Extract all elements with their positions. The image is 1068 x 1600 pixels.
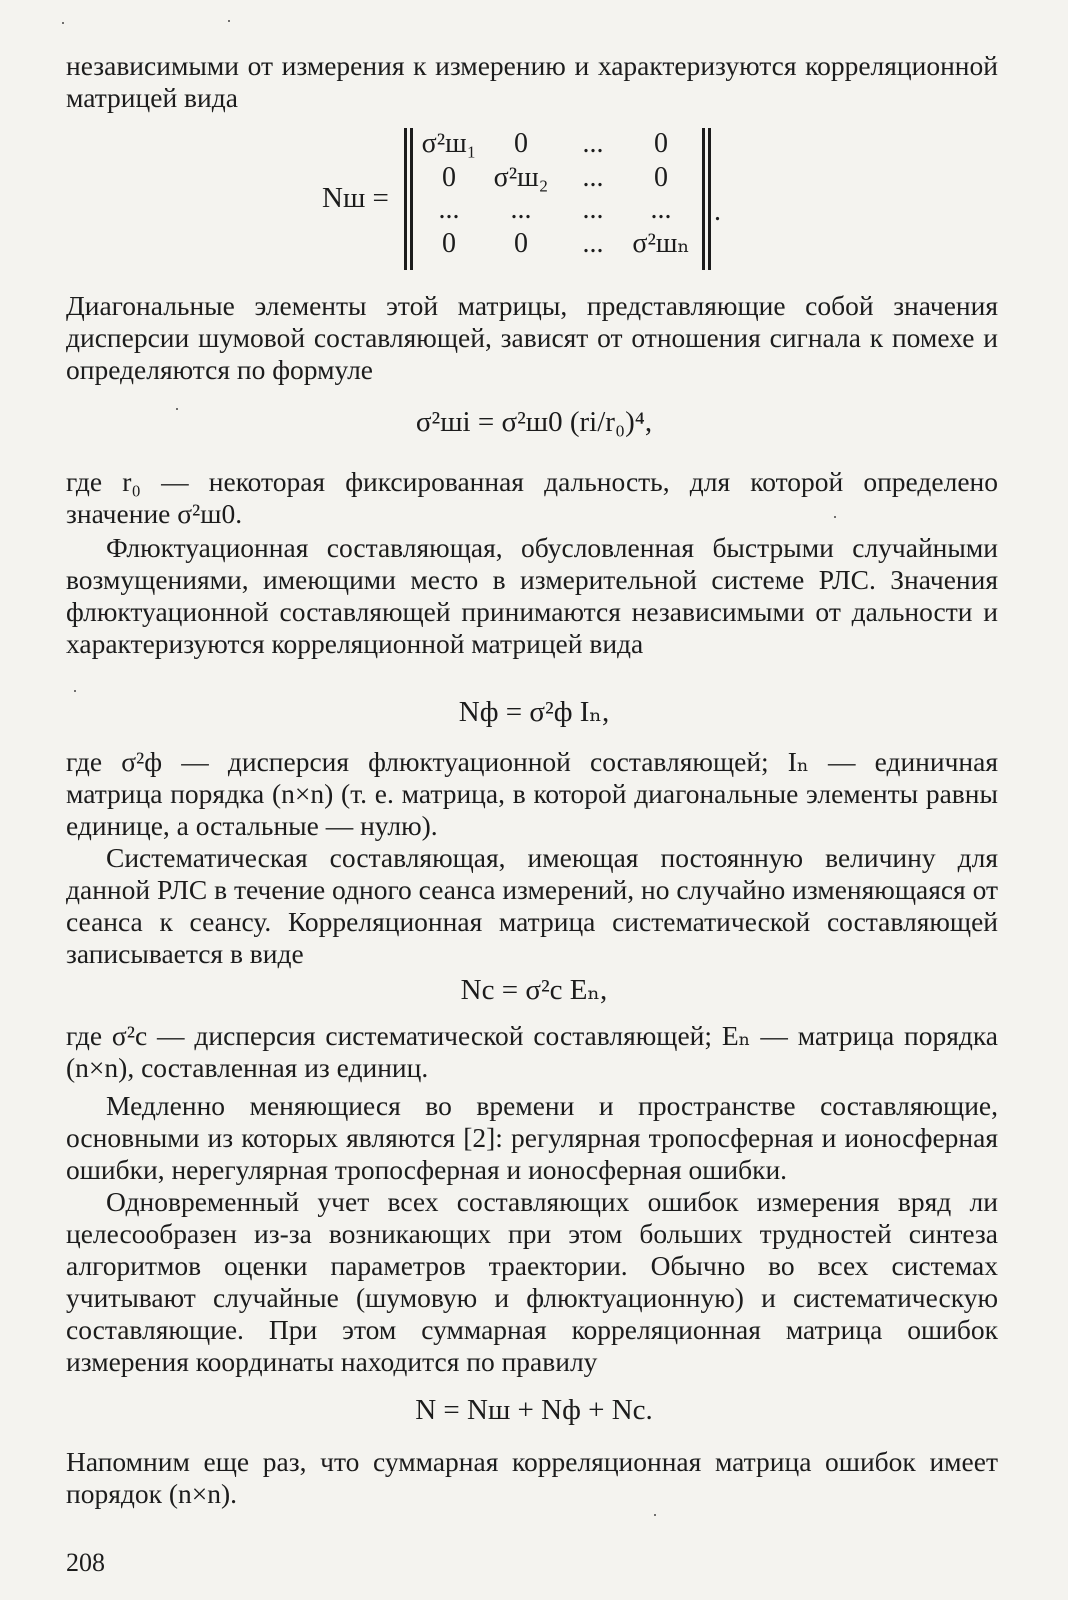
- matrix-name: Nш =: [322, 182, 389, 214]
- formula-systematic-matrix: Nс = σ²с Eₙ,: [460, 974, 608, 1006]
- scan-speck: [834, 516, 836, 518]
- matrix-cell: ...: [582, 194, 604, 225]
- scan-speck: [654, 1514, 656, 1516]
- matrix-cell: 0: [514, 228, 528, 259]
- formula-fluctuation-matrix: Nф = σ²ф Iₙ,: [458, 696, 610, 728]
- matrix-cell: 0: [442, 162, 456, 193]
- matrix-cell: ...: [582, 228, 604, 259]
- matrix-cell: 0: [442, 228, 456, 259]
- matrix-cell: 0: [654, 128, 668, 159]
- paragraph-systematic: Систематическая составляющая, имеющая постоянную величину для данной РЛС в течение одного сеанса измерений, но случайно изменяющаяся от сеанса к сеансу. Корреляционная матрица систематической составляющей записывается в виде: [66, 842, 998, 969]
- paragraph-reminder: Напомним еще раз, что суммарная корреляционная матрица ошибок имеет порядок (n×n).: [66, 1446, 998, 1509]
- matrix-left-bar: [404, 128, 407, 270]
- matrix-cell: ...: [510, 194, 532, 225]
- matrix-right-bar: [708, 128, 711, 270]
- matrix-cell: σ²ш₁: [421, 128, 477, 159]
- scan-speck: [62, 22, 64, 24]
- formula-noise-variance: σ²шi = σ²ш0 (ri/r₀)⁴,: [415, 406, 653, 438]
- matrix-cell: 0: [654, 162, 668, 193]
- page-number: 208: [66, 1548, 105, 1577]
- paragraph-systematic-variance: где σ²с — дисперсия систематической составляющей; Eₙ — матрица порядка (n×n), составленная из единиц.: [66, 1020, 998, 1083]
- matrix-left-bar: [410, 128, 413, 270]
- paragraph-fluctuation: Флюктуационная составляющая, обусловленная быстрыми случайными возмущениями, имеющими место в измерительной системе РЛС. Значения флюктуационной составляющей принимаются независимыми от дальности и характеризуются корреляционной матрицей вида: [66, 532, 998, 659]
- matrix-cell: ...: [582, 128, 604, 159]
- matrix-cell: ...: [582, 162, 604, 193]
- paragraph-slow: Медленно меняющиеся во времени и пространстве составляющие, основными из которых являются [2]: регулярная тропосферная и ионосферная ошибки, нерегулярная тропосферная и ионосферная ошибки.: [66, 1090, 998, 1185]
- scan-speck: [228, 20, 230, 22]
- matrix-cell: 0: [514, 128, 528, 159]
- matrix-cell: ...: [650, 194, 672, 225]
- paragraph-intro: независимыми от измерения к измерению и характеризуются корреляционной матрицей вида: [66, 50, 998, 113]
- scan-speck: [176, 408, 178, 410]
- paragraph-diagonal: Диагональные элементы этой матрицы, представляющие собой значения дисперсии шумовой составляющей, зависят от отношения сигнала к помехе и определяются по формуле: [66, 290, 998, 385]
- formula-total-matrix: N = Nш + Nф + Nс.: [415, 1394, 653, 1426]
- matrix-cell: σ²шₙ: [632, 228, 690, 259]
- matrix-cell: ...: [438, 194, 460, 225]
- paragraph-fluctuation-variance: где σ²ф — дисперсия флюктуационной составляющей; Iₙ — единичная матрица порядка (n×n) (т. е. матрица, в которой диагональные элементы равны единице, а остальные — нулю).: [66, 746, 998, 841]
- matrix-cell: σ²ш₂: [493, 162, 549, 193]
- paragraph-simultaneous: Одновременный учет всех составляющих ошибок измерения вряд ли целесообразен из-за возникающих при этом больших трудностей синтеза алгоритмов оценки параметров траектории. Обычно во всех системах учитывают случайные (шумовую и флюктуационную) и систематическую составляющие. При этом суммарная корреляционная матрица ошибок измерения координаты находится по правилу: [66, 1186, 998, 1377]
- paragraph-r0: где r₀ — некоторая фиксированная дальность, для которой определено значение σ²ш0.: [66, 466, 998, 529]
- matrix-right-bar: [702, 128, 705, 270]
- matrix-end-period: .: [714, 196, 721, 227]
- scan-speck: [74, 690, 76, 692]
